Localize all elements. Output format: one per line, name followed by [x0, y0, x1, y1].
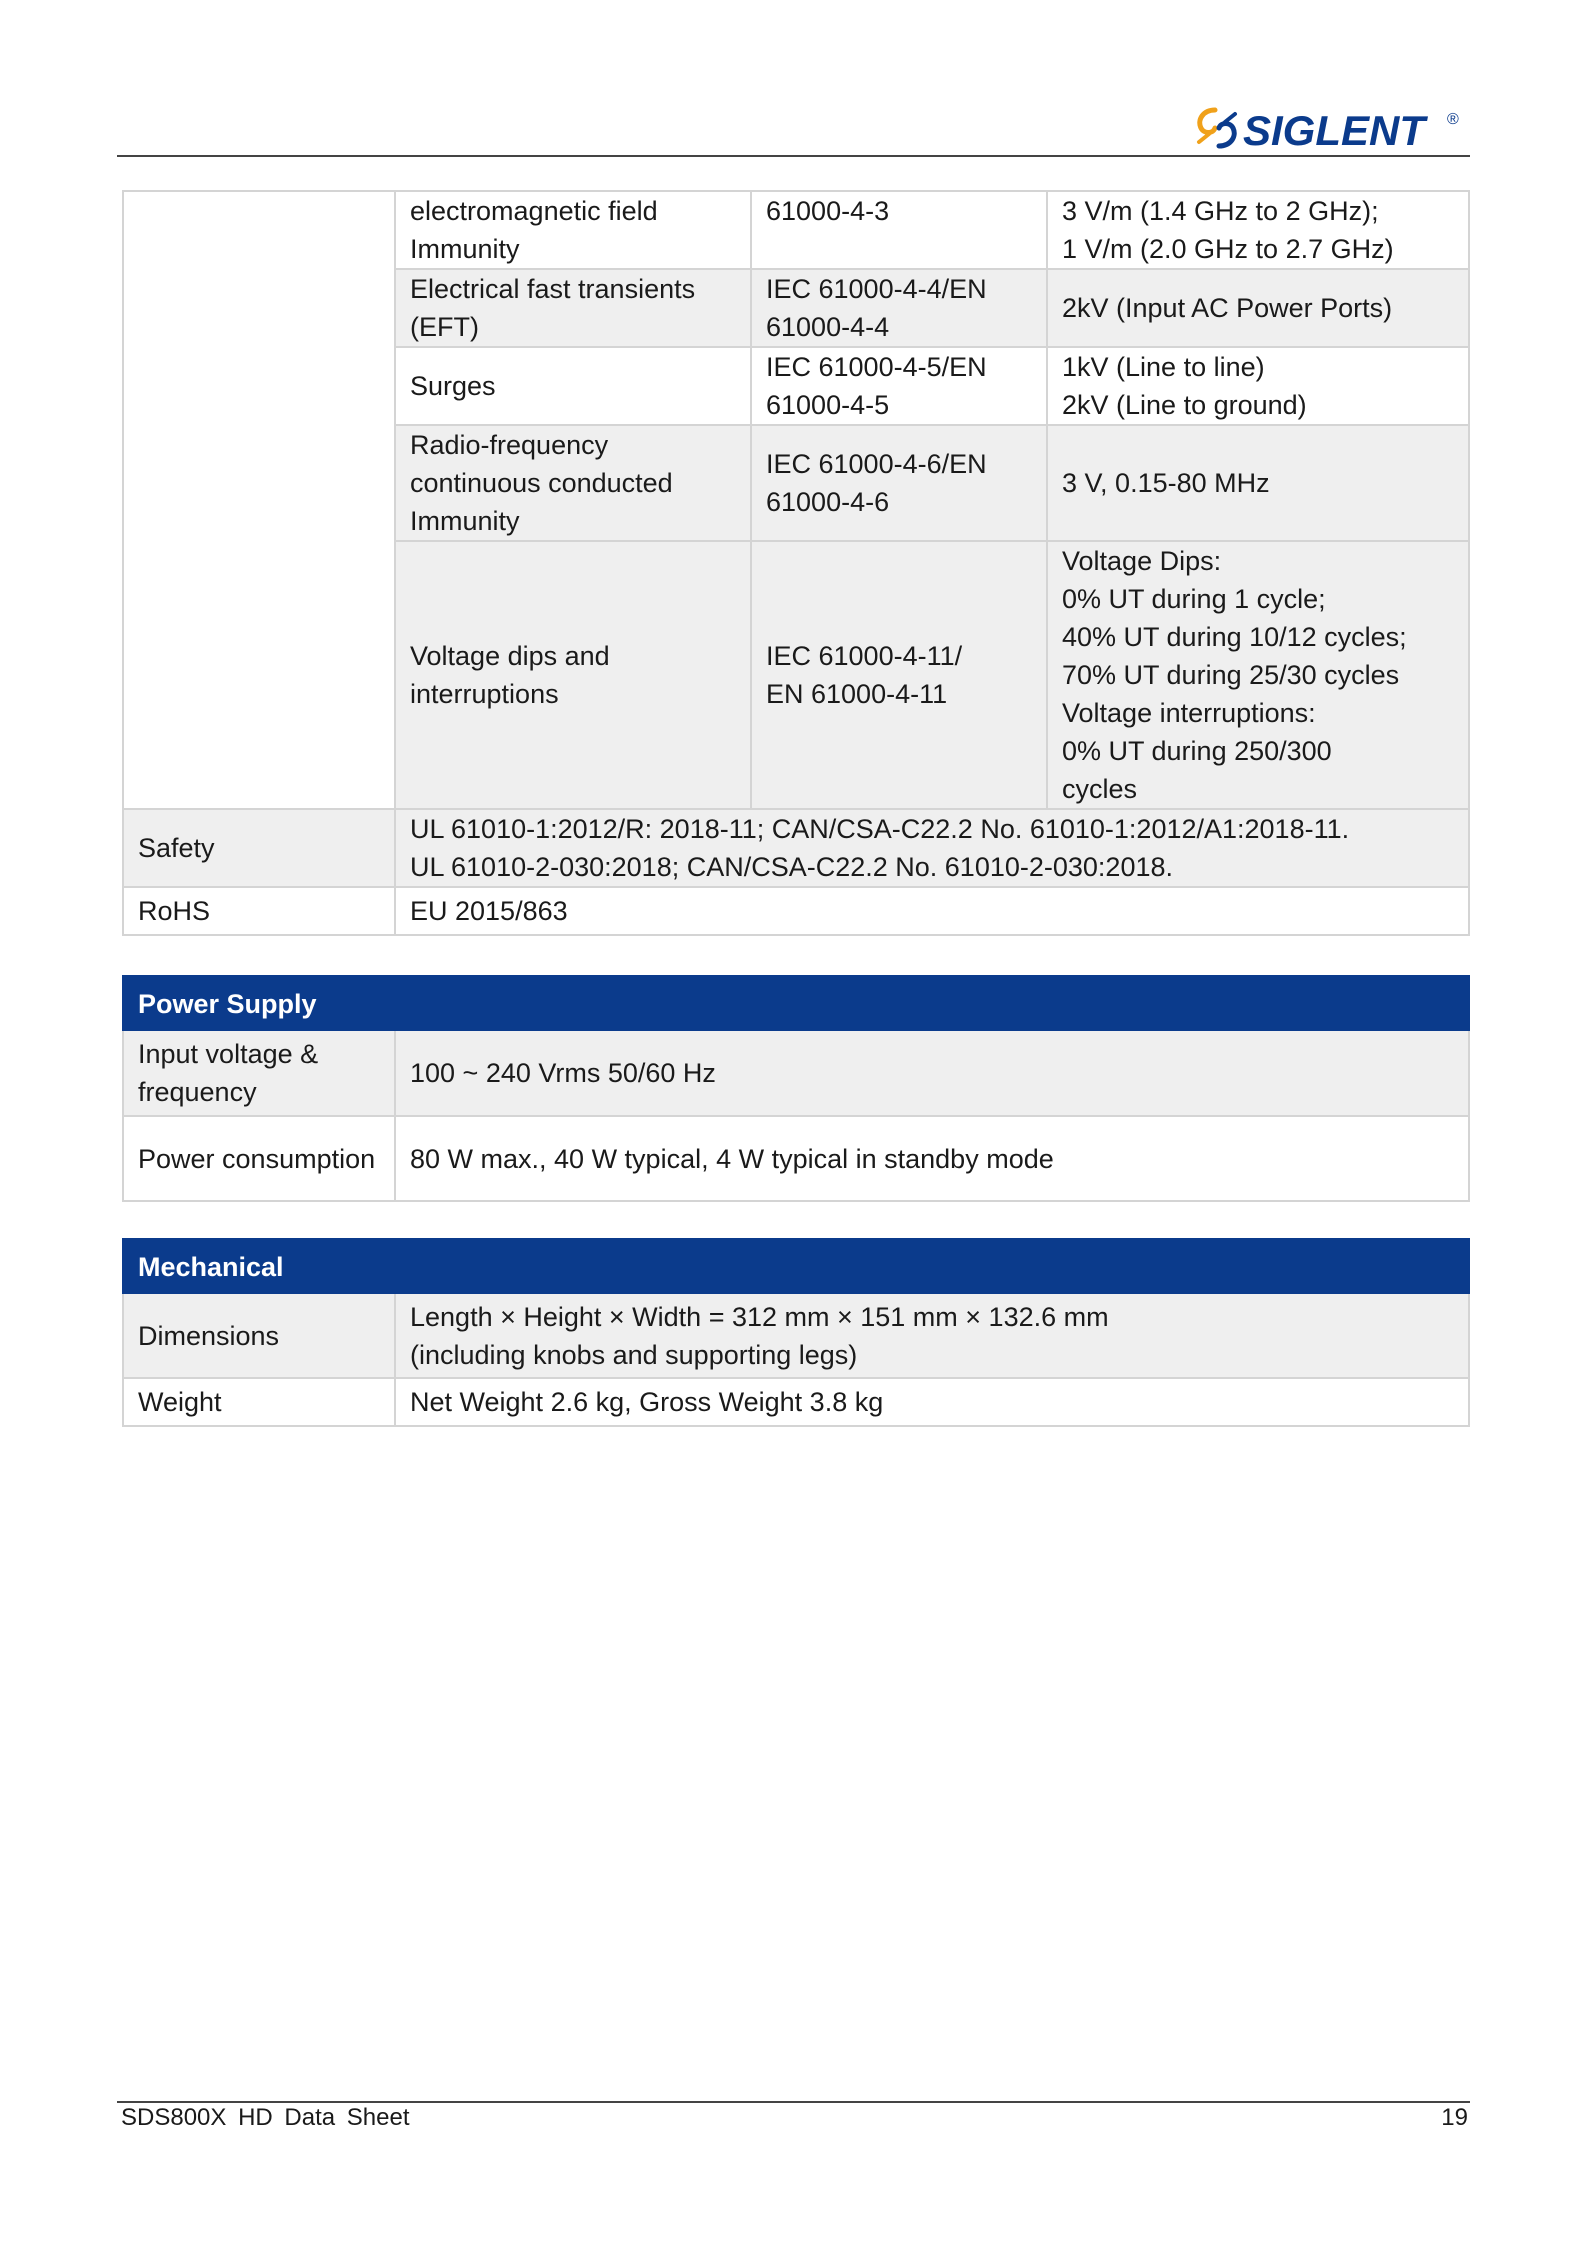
safety-label-cell: Safety — [123, 809, 395, 887]
emc-category-cell — [123, 191, 395, 809]
table-row — [123, 1293, 1469, 1378]
logo-wordmark: SIGLENT — [1243, 107, 1426, 152]
value-line: 0% UT during 1 cycle; — [1062, 584, 1326, 614]
value-line: Voltage interruptions: — [1062, 698, 1316, 728]
rohs-value-cell: EU 2015/863 — [395, 887, 1469, 935]
table-row — [123, 887, 1469, 935]
value-line: 1kV (Line to line) — [1062, 352, 1265, 382]
emc-standard-cell — [751, 541, 1047, 809]
value-line: (including knobs and supporting legs) — [410, 1339, 858, 1370]
emc-compliance-table — [122, 190, 1470, 936]
rohs-label-cell: RoHS — [123, 887, 395, 935]
standard-line: IEC 61000-4-11/ — [766, 641, 963, 671]
section-header-row — [123, 976, 1469, 1030]
spec-label-cell: Input voltage & frequency — [123, 1030, 395, 1116]
value-line: 1 V/m (2.0 GHz to 2.7 GHz) — [1062, 234, 1394, 264]
spec-label-cell: Weight — [123, 1378, 395, 1426]
emc-standard-cell: IEC 61000-4-5/EN 61000-4-5 — [751, 347, 1047, 425]
logo-registered-mark: ® — [1447, 111, 1459, 128]
emc-value-cell — [1047, 541, 1469, 809]
value-line: UL 61010-1:2012/R: 2018-11; CAN/CSA-C22.2 No. 61010-1:2012/A1:2018-11. — [410, 814, 1350, 844]
standard-line: EN 61000-4-11 — [766, 679, 948, 709]
emc-standard-cell: 61000-4-3 — [751, 191, 1047, 269]
emc-standard-cell: IEC 61000-4-6/EN 61000-4-6 — [751, 425, 1047, 541]
emc-item-cell: Electrical fast transients (EFT) — [395, 269, 751, 347]
emc-item-cell: Surges — [395, 347, 751, 425]
value-line: 0% UT during 250/300 — [1062, 736, 1332, 766]
header-rule — [117, 155, 1470, 157]
value-line: 2kV (Line to ground) — [1062, 390, 1307, 420]
value-line: cycles — [1062, 774, 1138, 804]
emc-value-cell: 2kV (Input AC Power Ports) — [1047, 269, 1469, 347]
section-title: Mechanical — [123, 1239, 1469, 1293]
power-supply-table — [122, 975, 1470, 1202]
spec-label-cell: Power consumption — [123, 1116, 395, 1201]
footer-page-number: 19 — [1441, 2104, 1468, 2131]
table-row — [123, 1116, 1469, 1201]
section-header-row — [123, 1239, 1469, 1293]
emc-item-cell: Radio-frequency continuous conducted Immunity — [395, 425, 751, 541]
footer-doc-title: SDS800X HD Data Sheet — [121, 2104, 410, 2131]
emc-item-cell: electromagnetic field Immunity — [395, 191, 751, 269]
table-row — [123, 1030, 1469, 1116]
emc-value-cell — [1047, 191, 1469, 269]
table-row — [123, 809, 1469, 887]
spec-value-cell: 100 ~ 240 Vrms 50/60 Hz — [395, 1030, 1469, 1116]
value-line: Voltage Dips: — [1062, 546, 1222, 576]
table-row — [123, 191, 1469, 269]
value-line: 70% UT during 25/30 cycles — [1062, 660, 1400, 690]
spec-value-cell — [395, 1293, 1469, 1378]
value-line: 40% UT during 10/12 cycles; — [1062, 622, 1407, 652]
emc-standard-cell: IEC 61000-4-4/EN 61000-4-4 — [751, 269, 1047, 347]
emc-value-cell: 3 V, 0.15-80 MHz — [1047, 425, 1469, 541]
emc-item-cell: Voltage dips and interruptions — [395, 541, 751, 809]
footer-rule — [117, 2101, 1470, 2103]
safety-value-cell — [395, 809, 1469, 887]
siglent-logo — [1193, 104, 1468, 152]
emc-value-cell — [1047, 347, 1469, 425]
value-line: UL 61010-2-030:2018; CAN/CSA-C22.2 No. 61010-2-030:2018. — [410, 852, 1173, 882]
spec-value-cell: 80 W max., 40 W typical, 4 W typical in standby mode — [395, 1116, 1469, 1201]
table-row — [123, 1378, 1469, 1426]
mechanical-table — [122, 1238, 1470, 1427]
value-line: Length × Height × Width = 312 mm × 151 mm × 132.6 mm — [410, 1301, 1109, 1332]
spec-label-cell: Dimensions — [123, 1293, 395, 1378]
section-title: Power Supply — [123, 976, 1469, 1030]
value-line: 3 V/m (1.4 GHz to 2 GHz); — [1062, 196, 1379, 226]
siglent-swirl-icon — [1199, 110, 1235, 146]
spec-value-cell: Net Weight 2.6 kg, Gross Weight 3.8 kg — [395, 1378, 1469, 1426]
